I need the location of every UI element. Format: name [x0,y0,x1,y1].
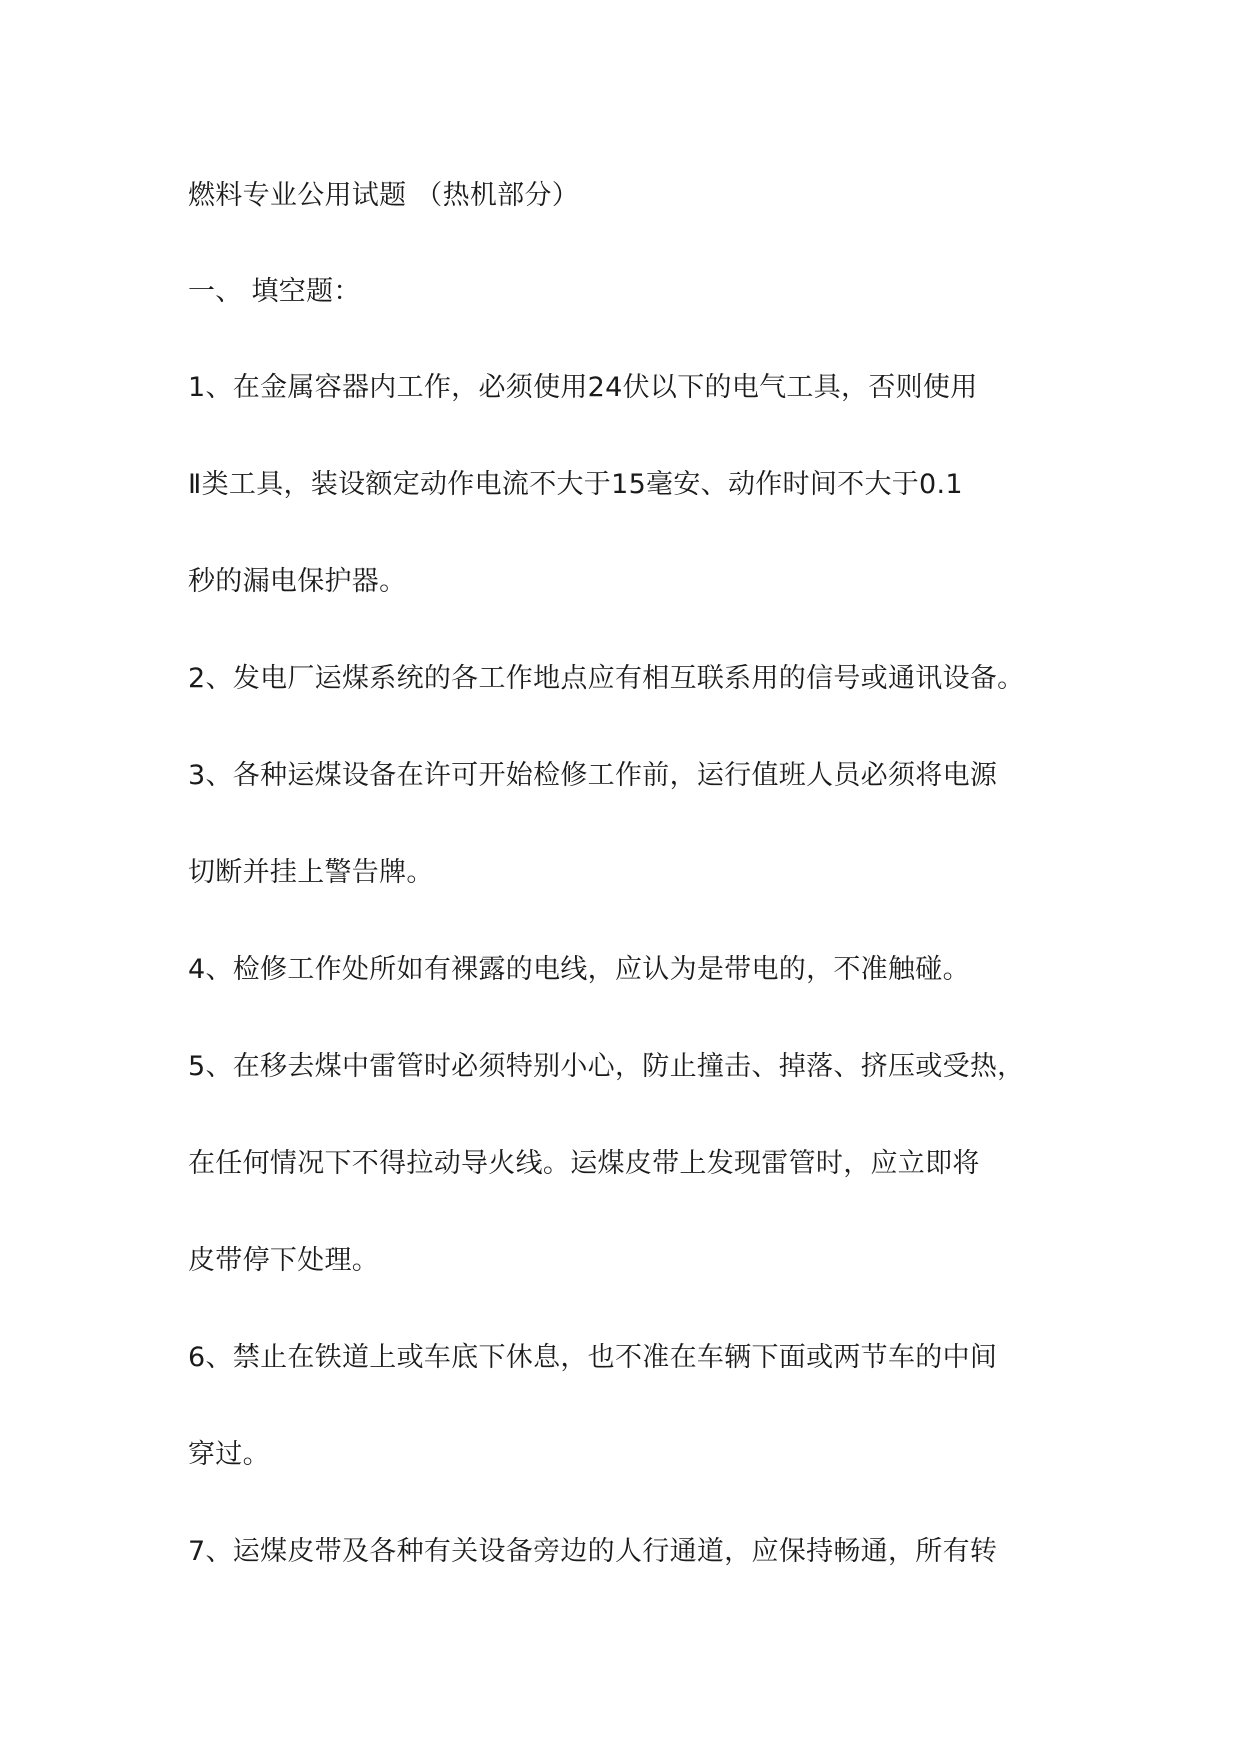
text-line: 1、在金属容器内工作，必须使用24伏以下的电气工具，否则使用 [188,372,978,403]
text-line: 皮带停下处理。 [188,1245,380,1276]
text-line: 6、禁止在铁道上或车底下休息，也不准在车辆下面或两节车的中间 [188,1342,998,1373]
text-line: 5、在移去煤中雷管时必须特别小心，防止撞击、掉落、挤压或受热， [188,1051,1025,1082]
text-line: 4、检修工作处所如有裸露的电线，应认为是带电的，不准触碰。 [188,954,970,985]
text-line: 切断并挂上警告牌。 [188,857,434,888]
text-line: Ⅱ类工具，装设额定动作电流不大于15毫安、动作时间不大于0.1 [188,469,963,500]
text-line: 3、各种运煤设备在许可开始检修工作前，运行值班人员必须将电源 [188,760,998,791]
document-title: 燃料专业公用试题 （热机部分） [188,180,580,211]
text-line: 在任何情况下不得拉动导火线。运煤皮带上发现雷管时，应立即将 [188,1148,980,1179]
section-heading: 一、 填空题： [188,276,361,307]
text-line: 2、发电厂运煤系统的各工作地点应有相互联系用的信号或通讯设备。 [188,663,1025,694]
text-line: 7、运煤皮带及各种有关设备旁边的人行通道，应保持畅通，所有转 [188,1536,998,1567]
text-line: 秒的漏电保护器。 [188,566,407,597]
text-line: 穿过。 [188,1439,270,1470]
